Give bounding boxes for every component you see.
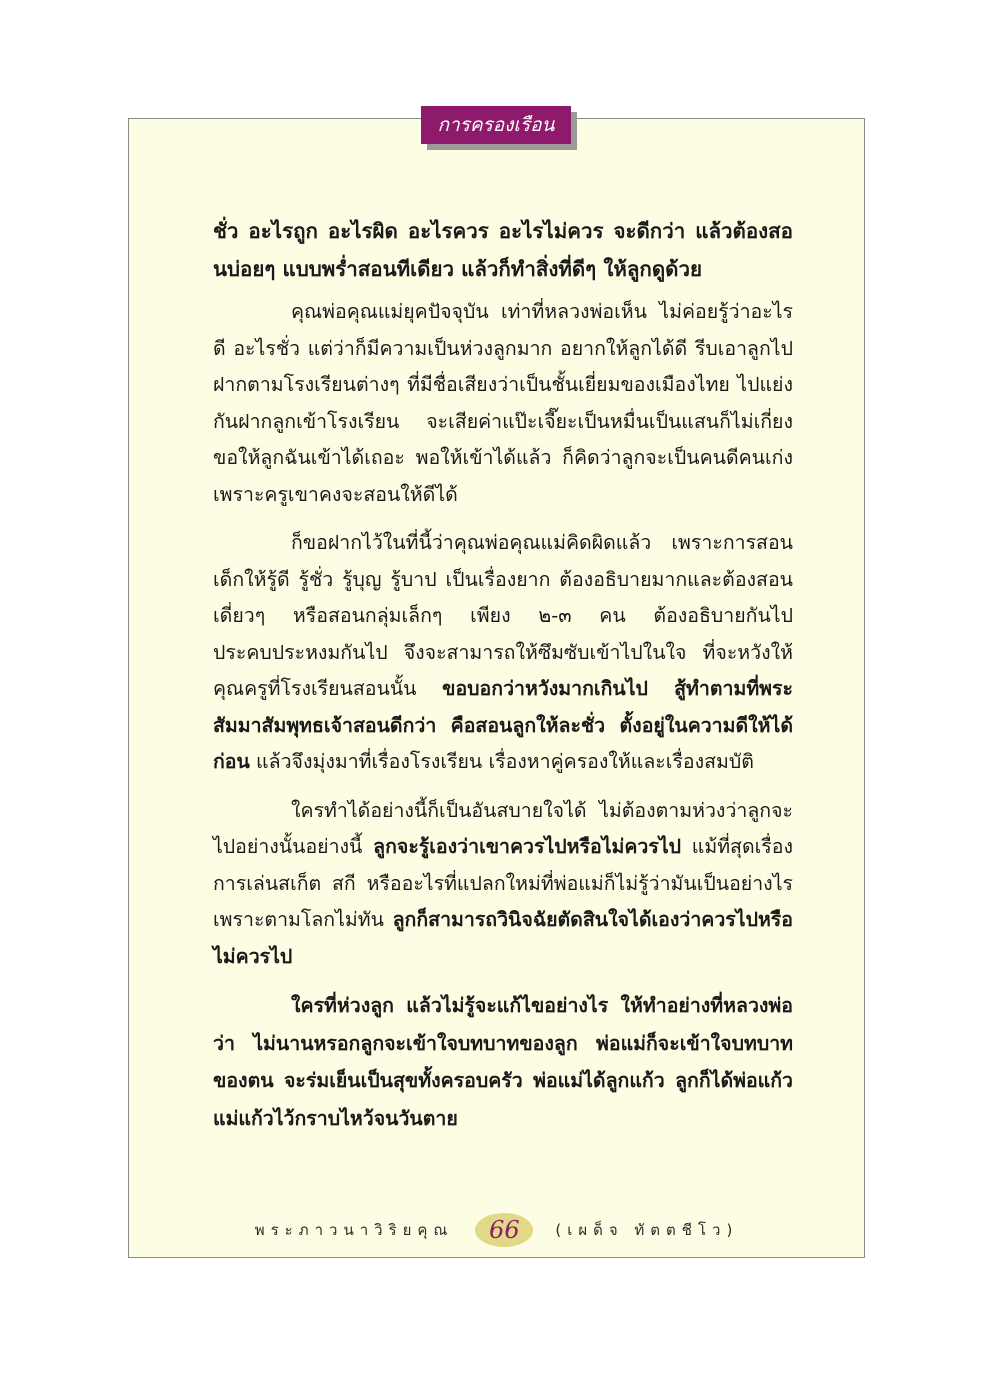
body-text [213,212,793,1149]
paragraph-2-text: ก็ขอฝากไว้ในที่นี้ว่าคุณพ่อคุณแม่คิดผิดแล้ว เพราะการสอนเด็กให้รู้ดี รู้ชั่ว รู้บุญ รู้บาป เป็นเรื่องยาก ต้องอธิบายมากและต้องสอนเดี่ยวๆ หรือสอนกลุ่มเล็กๆ เพียง ๒-๓ คน ต้องอธิบายกันไป ประคบประหงมกันไป จึงจะสามารถให้ซึมซับเข้าไปในใจ ที่จะหวังให้คุณครูที่โรงเรียนสอนนั้น [213,531,793,700]
author-name: (เผด็จ ทัตตชีโว) [555,1221,739,1239]
paragraph-2-emphasis: ขอบอกว่าหวังมากเกินไป สู้ทำตามที่พระสัมมาสัมพุทธเจ้าสอนดีกว่า คือสอนลูกให้ละชั่ว ตั้งอยู่ในความดีให้ได้ก่อน [213,677,793,773]
paragraph-4: ใครที่ห่วงลูก แล้วไม่รู้จะแก้ไขอย่างไร ให้ทำอย่างที่หลวงพ่อว่า ไม่นานหรอกลูกจะเข้าใจบทบาทของลูก พ่อแม่ก็จะเข้าใจบทบาทของตน จะร่มเย็นเป็นสุขทั้งครอบครัว พ่อแม่ได้ลูกแก้ว ลูกก็ได้พ่อแก้วแม่แก้วไว้กราบไหว้จนวันตาย [213,994,793,1130]
section-title: การครองเรือน [437,114,555,136]
paragraph-3 [213,793,793,976]
paragraph-3-middle: แม้ที่สุดเรื่องการเล่นสเก็ต สกี หรืออะไรที่แปลกใหม่ที่พ่อแม่ก็ไม่รู้ว่ามันเป็นอย่างไร เพราะตามโลกไม่ทัน [213,835,793,931]
book-title: พระภาวนาวิริยคุณ [254,1221,454,1239]
paragraph-1: คุณพ่อคุณแม่ยุคปัจจุบัน เท่าที่หลวงพ่อเห็น ไม่ค่อยรู้ว่าอะไรดี อะไรชั่ว แต่ว่าก็มีความเป็นห่วงลูกมาก อยากให้ลูกได้ดี รีบเอาลูกไปฝากตามโรงเรียนต่างๆ ที่มีชื่อเสียงว่าเป็นชั้นเยี่ยมของเมืองไทย ไปแย่งกันฝากลูกเข้าโรงเรียน จะเสียค่าแป๊ะเจี๊ยะเป็นหมื่นเป็นแสนก็ไม่เกี่ยง ขอให้ลูกฉันเข้าได้เถอะ พอให้เข้าได้แล้ว ก็คิดว่าลูกจะเป็นคนดีคนเก่ง เพราะครูเขาคงจะสอนให้ดีได้ [213,300,793,506]
section-title-tab [421,106,571,144]
paragraph-2-end: แล้วจึงมุ่งมาที่เรื่องโรงเรียน เรื่องหาคู่ครองให้และเรื่องสมบัติ [249,750,754,773]
paragraph-3-emphasis-1: ลูกจะรู้เองว่าเขาควรไปหรือไม่ควรไป [373,835,682,858]
paragraph-3-emphasis-2: ลูกก็สามารถวินิจฉัยตัดสินใจได้เองว่าควรไปหรือไม่ควรไป [213,908,793,968]
paragraph-3-text: ใครทำได้อย่างนี้ก็เป็นอันสบายใจได้ ไม่ต้องตามห่วงว่าลูกจะไปอย่างนั้นอย่างนี้ [213,798,793,858]
page-footer [128,1210,865,1250]
lead-paragraph: ชั่ว อะไรถูก อะไรผิด อะไรควร อะไรไม่ควร จะดีกว่า แล้วต้องสอนบ่อยๆ แบบพร่ำสอนทีเดียว แล้วก็ทำสิ่งที่ดีๆ ให้ลูกดูด้วย [213,219,793,281]
page-number: 66 [475,1213,533,1247]
paragraph-2 [213,525,793,781]
